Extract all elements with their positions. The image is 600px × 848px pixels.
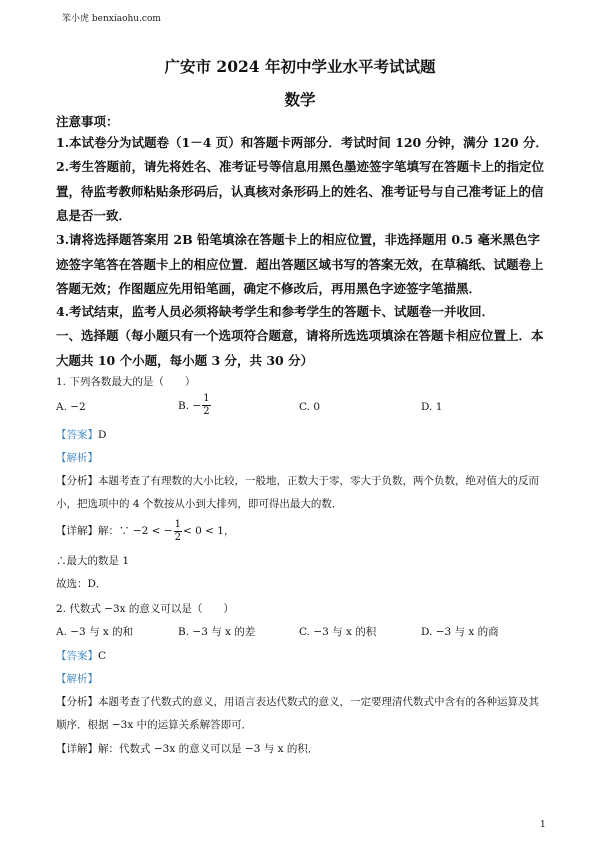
fraction-numerator: 1 xyxy=(203,393,210,404)
q1-option-b xyxy=(178,394,212,417)
detail-text-post: < 0 < 1， xyxy=(182,525,235,537)
q1-option-d: D. 1 xyxy=(421,401,443,413)
q2-option-d: D. −3 与 x 的商 xyxy=(421,626,499,638)
q1-option-b-fraction xyxy=(202,394,210,417)
detail-text: 解：代数式 −3x 的意义可以是 −3 与 x 的积． xyxy=(98,743,319,755)
answer-tag: 【答案】 xyxy=(56,650,98,662)
fraction-denominator: 2 xyxy=(203,406,210,417)
detail-tag: 【详解】 xyxy=(56,525,98,537)
page-title: 广安市 2024 年初中学业水平考试试题 xyxy=(164,57,436,76)
q2-analysis-tag: 【解析】 xyxy=(56,673,98,685)
q1-option-c: C. 0 xyxy=(299,401,321,413)
q1-option-a: A. −2 xyxy=(56,401,86,413)
detail-text-pre: 解：∵ −2 < − xyxy=(98,525,173,537)
answer-value: D xyxy=(98,429,107,441)
notice-item-2: 2.考生答题前，请先将姓名、准考证号等信息用黑色墨迹签字笔填写在答题卡上的指定位置，待监考教师粘贴条形码后，认真核对条形码上的姓名、准考证号与自己准考证上的信息是否一致． xyxy=(56,159,545,223)
notice-item-3: 3.请将选择题答案用 2B 铅笔填涂在答题卡上的相应位置，非选择题用 0.5 毫米黑色字迹签字笔答在答题卡上的相应位置．超出答题区域书写的答案无效，在草稿纸、试题卷上答题无效；作图题应先用铅笔画，确定不修改后，再用黑色字迹签字笔描黑． xyxy=(56,232,544,296)
fenxi-text: 本题考查了代数式的意义，用语言表达代数式的意义，一定要理清代数式中含有的各种运算及其顺序．根据 −3x 中的运算关系解答即可． xyxy=(56,696,539,731)
q1-answer xyxy=(56,424,548,447)
answer-value: C xyxy=(98,650,107,662)
fenxi-text: 本题考查了有理数的大小比较，一般地，正数大于零，零大于负数，两个负数，绝对值大的反而小，把选项中的 4 个数按从小到大排列，即可得出最大的数． xyxy=(56,475,539,510)
q1-analysis-tag: 【解析】 xyxy=(56,452,98,464)
q1-fenxi xyxy=(56,470,548,516)
q2-option-a: A. −3 与 x 的和 xyxy=(56,626,134,638)
notice-heading: 注意事项： xyxy=(56,114,119,129)
question-1-stem: 1. 下列各数最大的是（ ） xyxy=(56,376,196,388)
q2-answer xyxy=(56,645,548,668)
fraction-denominator: 2 xyxy=(174,532,181,543)
q1-detail xyxy=(56,520,548,543)
page-number: 1 xyxy=(540,820,546,830)
q1-option-b-prefix: B. − xyxy=(178,399,202,412)
answer-tag: 【答案】 xyxy=(56,429,98,441)
detail-tag: 【详解】 xyxy=(56,743,98,755)
q1-choice: 故选：D． xyxy=(56,578,107,590)
q2-detail xyxy=(56,738,548,761)
watermark: 笨小虎 benxiaohu.com xyxy=(62,14,161,24)
notice-item-1: 1.本试卷分为试题卷（1－4 页）和答题卡两部分．考试时间 120 分钟，满分 120 分． xyxy=(56,135,548,150)
section-heading: 一、选择题（每小题只有一个选项符合题意，请将所选选项填涂在答题卡相应位置上．本大题共 10 个小题，每小题 3 分，共 30 分） xyxy=(56,328,544,368)
detail-fraction xyxy=(174,520,182,543)
notice-item-4: 4.考试结束，监考人员必须将缺考学生和参考学生的答题卡、试题卷一并收回． xyxy=(56,304,495,319)
q2-option-b: B. −3 与 x 的差 xyxy=(178,626,256,638)
q1-conclusion: ∴最大的数是 1 xyxy=(56,555,130,567)
fraction-numerator: 1 xyxy=(174,519,181,530)
fenxi-tag: 【分析】 xyxy=(56,475,98,487)
fenxi-tag: 【分析】 xyxy=(56,696,98,708)
q2-fenxi xyxy=(56,691,548,737)
q2-option-c: C. −3 与 x 的积 xyxy=(299,626,377,638)
question-2-stem: 2. 代数式 −3x 的意义可以是（ ） xyxy=(56,603,234,615)
page-subtitle: 数学 xyxy=(284,90,316,109)
